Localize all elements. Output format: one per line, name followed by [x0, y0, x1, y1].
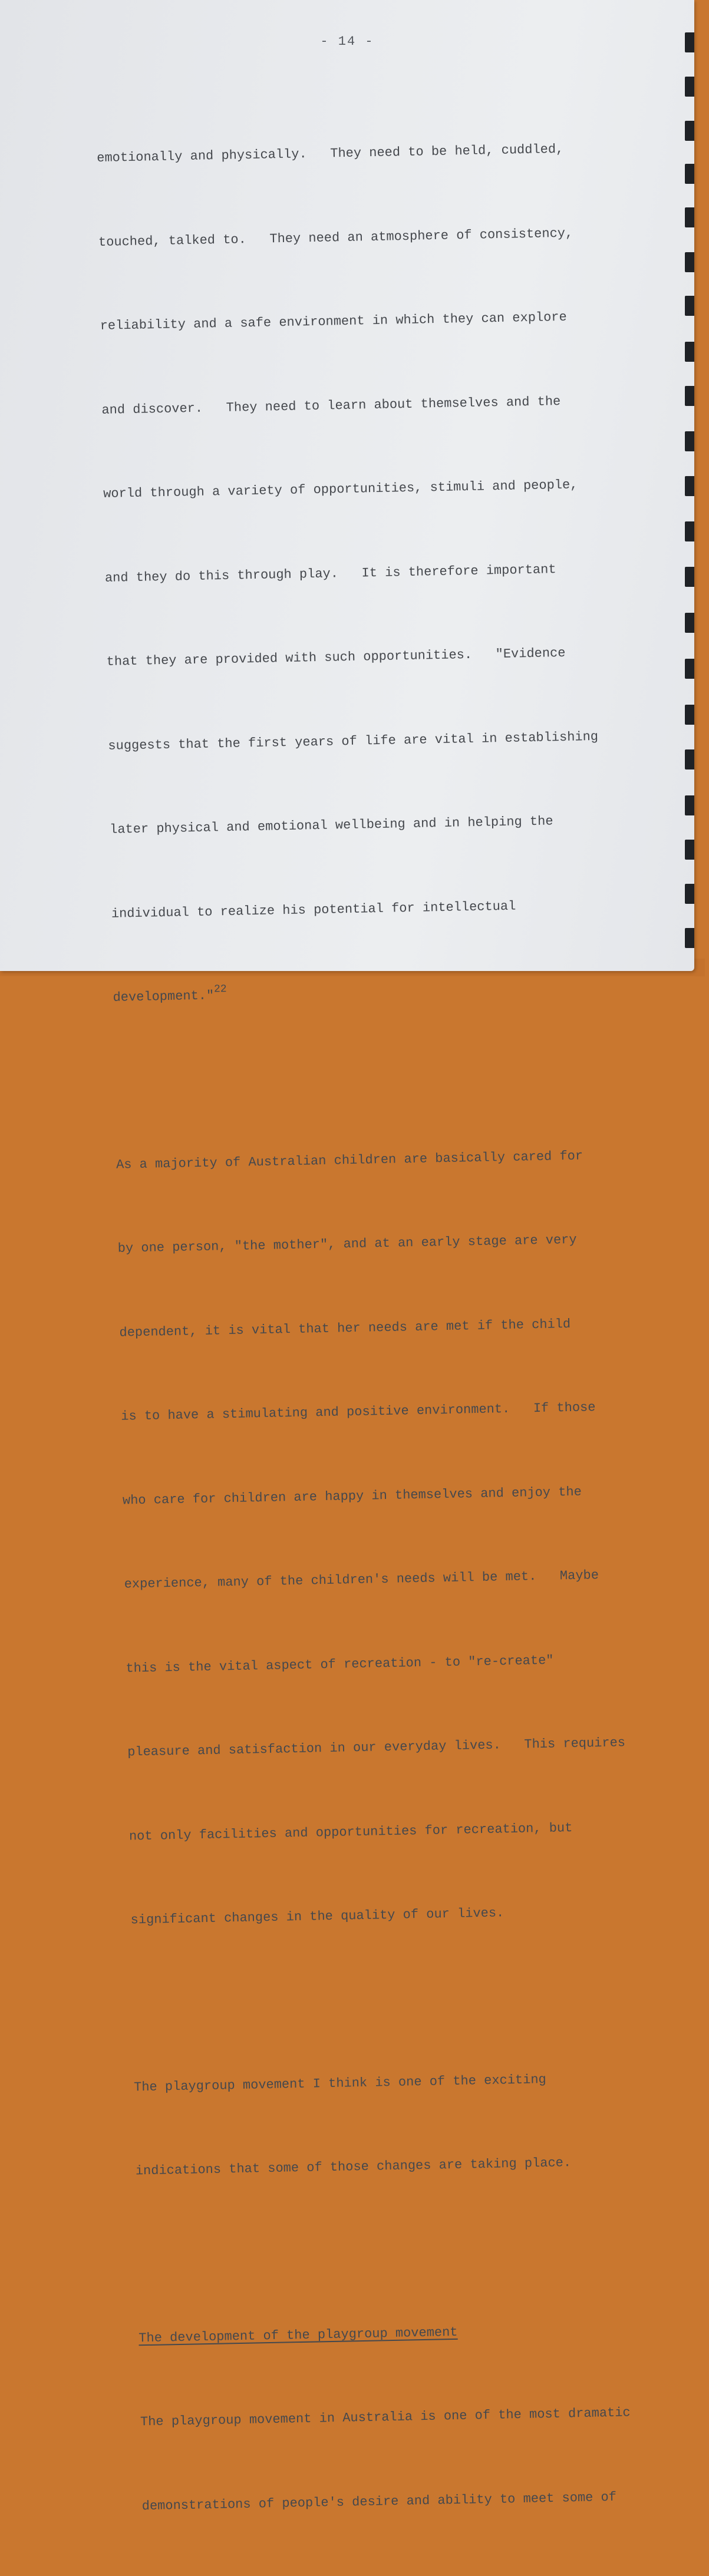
page-number: - 14 -	[320, 34, 374, 49]
text-line: pleasure and satisfaction in our everyday lives. This requires	[127, 1735, 626, 1760]
text-line: The playgroup movement in Australia is one of the most dramatic	[140, 2405, 631, 2430]
text-fragment: development."	[113, 988, 215, 1005]
text-line: demonstrations of people's desire and ability to meet some of	[141, 2489, 617, 2514]
text-line: and discover. They need to learn about themselves and the	[101, 394, 561, 418]
paragraph-2	[115, 1084, 698, 1990]
text-line: touched, talked to. They need an atmosphere of consistency,	[98, 225, 573, 250]
text-line: that they are provided with such opportunities. "Evidence	[106, 645, 566, 669]
text-line: world through a variety of opportunities, stimuli and people,	[103, 477, 578, 501]
text-line: suggests that the first years of life are vital in establishing	[108, 729, 599, 754]
text-line: not only facilities and opportunities for recreation, but	[128, 1820, 573, 1844]
text-line: by one person, "the mother", and at an early stage are very	[117, 1232, 577, 1256]
section-heading: The development of the playgroup movement	[138, 2324, 458, 2346]
text-line-with-footnote	[113, 973, 679, 1012]
text-line: As a majority of Australian children are basically cared for	[116, 1148, 583, 1173]
text-line: emotionally and physically. They need to be held, cuddled,	[97, 141, 564, 166]
text-line: The playgroup movement I think is one of the exciting	[133, 2072, 546, 2095]
paragraph-1	[95, 78, 680, 1068]
text-line: who care for children are happy in themselves and enjoy the	[122, 1484, 582, 1508]
text-line: indications that some of those changes are taking place.	[135, 2155, 572, 2179]
paragraph-3	[133, 2006, 703, 2241]
text-line: and they do this through play. It is therefore important	[104, 562, 556, 586]
text-line: dependent, it is vital that her needs are met if the child	[119, 1316, 571, 1340]
text-line: is to have a stimulating and positive environment. If those	[121, 1400, 596, 1424]
section	[137, 2257, 709, 2576]
text-line: reliability and a safe environment in which they can explore	[100, 309, 567, 333]
page-body	[95, 78, 709, 2576]
text-line: experience, many of the children's needs will be met. Maybe	[124, 1568, 599, 1592]
text-line: this is the vital aspect of recreation - to "re-create"	[126, 1653, 554, 1676]
text-line: later physical and emotional wellbeing and in helping the	[109, 814, 553, 837]
text-line: individual to realize his potential for intellectual	[111, 899, 516, 922]
text-line: significant changes in the quality of our lives.	[130, 1905, 504, 1928]
footnote-reference: 22	[213, 983, 227, 996]
